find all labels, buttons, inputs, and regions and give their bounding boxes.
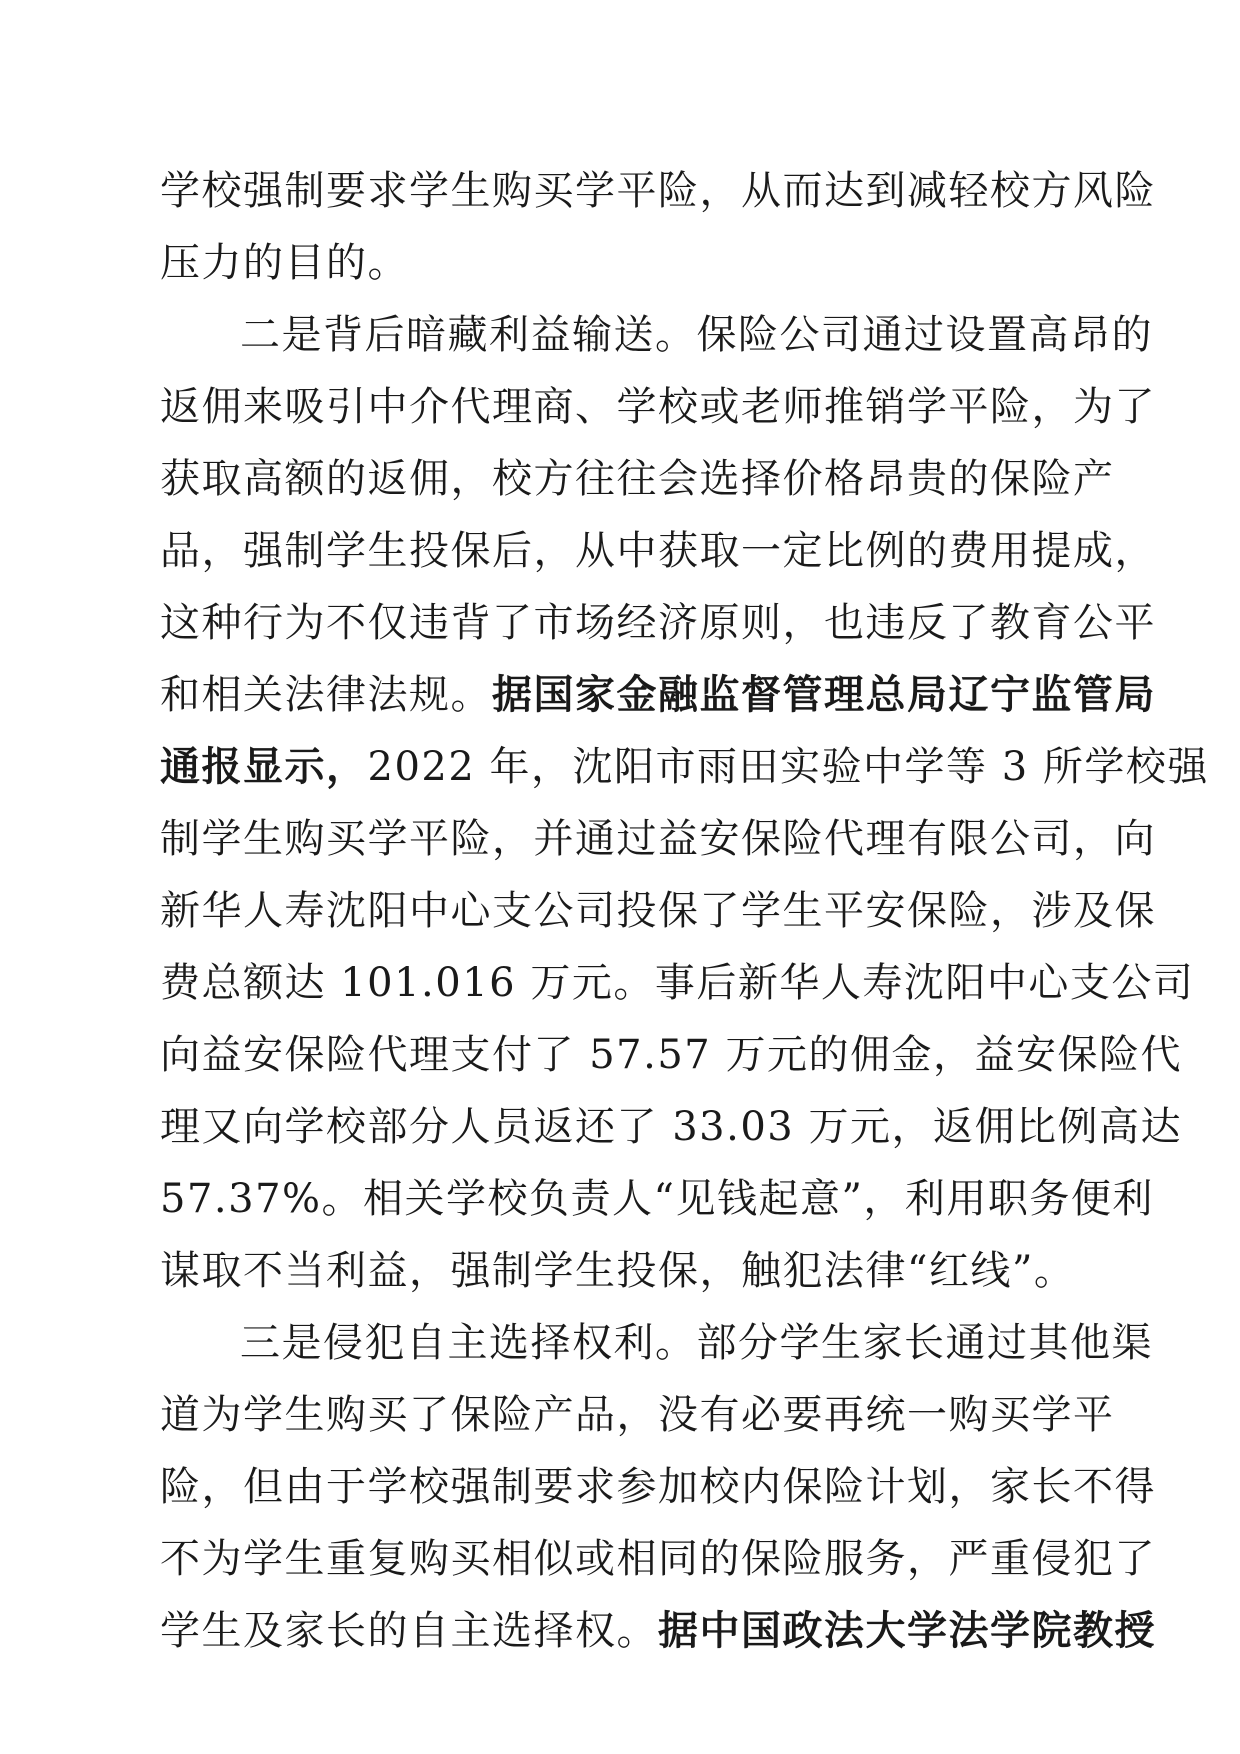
text-line: 57.37%。相关学校负责人“见钱起意”，利用职务便利 bbox=[160, 1176, 1154, 1222]
paragraph-first-line: 三是侵犯自主选择权利。部分学生家长通过其他渠 bbox=[240, 1320, 1153, 1366]
text-line bbox=[160, 731, 1209, 803]
text-line: 制学生购买学平险，并通过益安保险代理有限公司，向 bbox=[160, 816, 1156, 862]
text-line: 费总额达 101.016 万元。事后新华人寿沈阳中心支公司 bbox=[160, 960, 1195, 1006]
text-line: 这种行为不仅违背了市场经济原则，也违反了教育公平 bbox=[160, 600, 1156, 646]
text-segment: 2022 年，沈阳市雨田实验中学等 3 所学校强 bbox=[367, 744, 1209, 790]
text-line: 不为学生重复购买相似或相同的保险服务，严重侵犯了 bbox=[160, 1536, 1156, 1582]
text-line: 压力的目的。 bbox=[160, 240, 409, 286]
text-line: 新华人寿沈阳中心支公司投保了学生平安保险，涉及保 bbox=[160, 888, 1156, 934]
text-line: 向益安保险代理支付了 57.57 万元的佣金，益安保险代 bbox=[160, 1032, 1182, 1078]
text-line bbox=[160, 1595, 1156, 1667]
bold-text-segment: 据国家金融监督管理总局辽宁监管局 bbox=[492, 672, 1156, 718]
text-line: 品，强制学生投保后，从中获取一定比例的费用提成， bbox=[160, 528, 1156, 574]
text-line: 返佣来吸引中介代理商、学校或老师推销学平险，为了 bbox=[160, 384, 1156, 430]
bold-text-segment: 通报显示， bbox=[160, 744, 368, 790]
text-line: 道为学生购买了保险产品，没有必要再统一购买学平 bbox=[160, 1392, 1115, 1438]
text-line: 理又向学校部分人员返还了 33.03 万元，返佣比例高达 bbox=[160, 1104, 1182, 1150]
text-line: 谋取不当利益，强制学生投保，触犯法律“红线”。 bbox=[160, 1248, 1076, 1294]
text-line: 险，但由于学校强制要求参加校内保险计划，家长不得 bbox=[160, 1464, 1156, 1510]
text-line bbox=[160, 659, 1156, 731]
bold-text-segment: 据中国政法大学法学院教授 bbox=[658, 1608, 1156, 1654]
text-segment: 和相关法律法规。 bbox=[160, 672, 492, 718]
paragraph-first-line: 二是背后暗藏利益输送。保险公司通过设置高昂的 bbox=[240, 312, 1153, 358]
text-segment: 学生及家长的自主选择权。 bbox=[160, 1608, 658, 1654]
document-page bbox=[160, 0, 1209, 1754]
text-line: 学校强制要求学生购买学平险，从而达到减轻校方风险 bbox=[160, 168, 1156, 214]
text-line: 获取高额的返佣，校方往往会选择价格昂贵的保险产 bbox=[160, 456, 1115, 502]
